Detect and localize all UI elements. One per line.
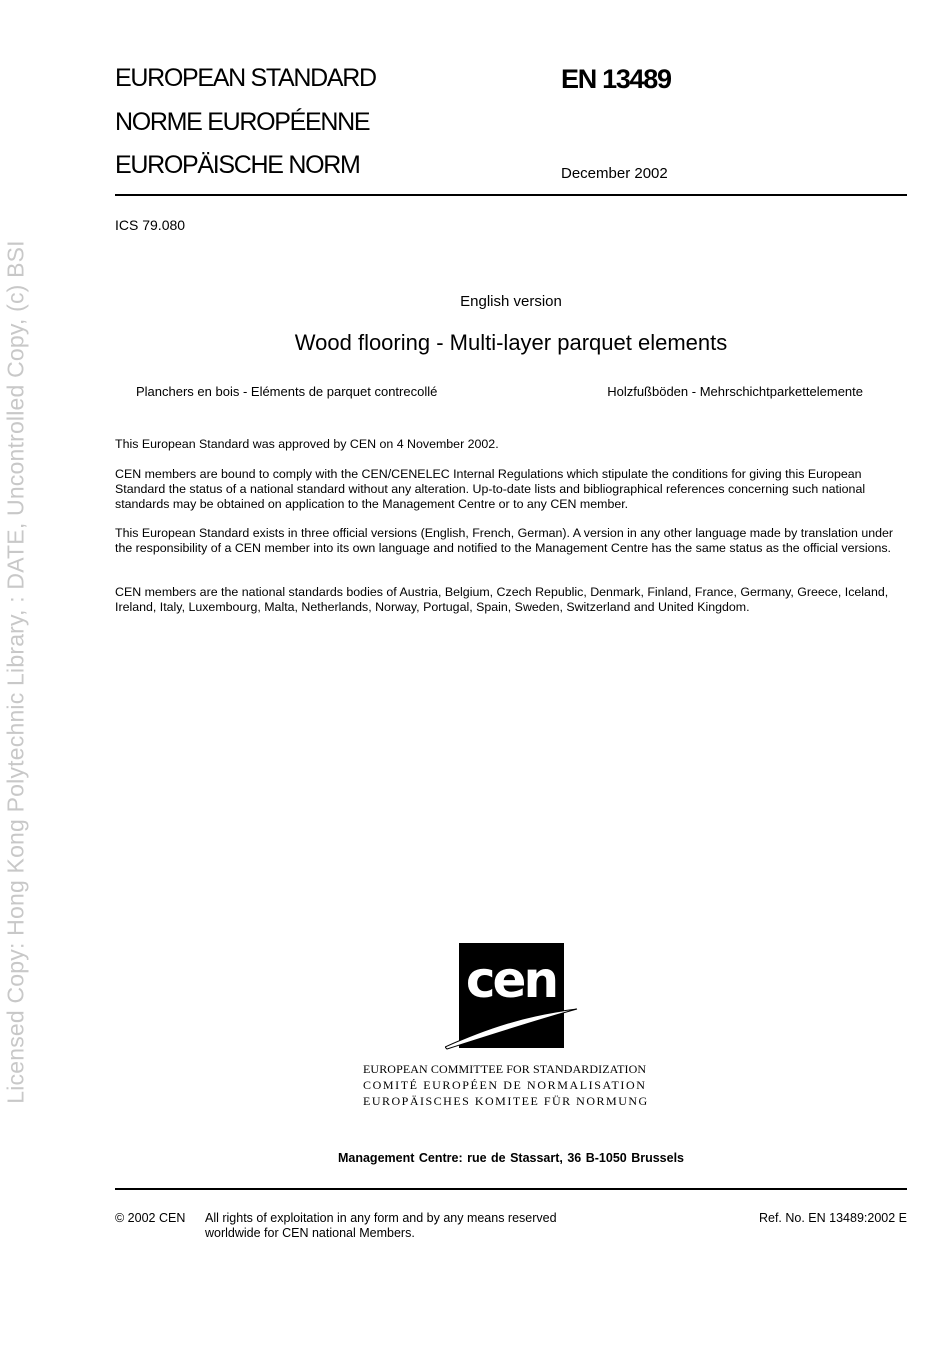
language-version: English version — [460, 293, 562, 310]
title-german: Holzfußböden - Mehrschichtparkettelemente — [607, 384, 863, 399]
management-centre-address: Management Centre: rue de Stassart, 36 B-1050 Brussels — [337, 1151, 685, 1165]
reference-number: Ref. No. EN 13489:2002 E — [758, 1211, 907, 1225]
approval-paragraph: This European Standard was approved by CEN on 4 November 2002. — [115, 437, 499, 451]
copyright-notice: © 2002 CEN — [115, 1211, 186, 1225]
members-list-paragraph: CEN members are the national standards bodies of Austria, Belgium, Czech Republic, Denmark, Finland, France, Germany, Greece, Iceland, Ireland, Italy, Luxembourg, Malta, Netherlands, Norway, Portugal, Spain, Sweden, Switzerland and United Kingdom. — [115, 585, 889, 614]
rights-statement — [205, 1211, 557, 1241]
rights-line-2: worldwide for CEN national Members. — [205, 1226, 415, 1240]
rights-line-1: All rights of exploitation in any form and by any means reserved — [205, 1211, 557, 1225]
committee-name-de: EUROPÄISCHES KOMITEE FÜR NORMUNG — [363, 1094, 649, 1108]
members-bound-paragraph: CEN members are bound to comply with the CEN/CENELEC Internal Regulations which stipulate the conditions for giving this European Standard the status of a national standard without any alteration. Up-to-date lists and bibliographical references concerning such national standards may be obtained on application to the Management Centre or to any CEN member. — [115, 467, 866, 511]
header-line-en: EUROPEAN STANDARD — [115, 64, 376, 92]
ics-code: ICS 79.080 — [115, 217, 186, 233]
versions-paragraph: This European Standard exists in three official versions (English, French, German). A version in any other language made by translation under the responsibility of a CEN member into its own language and notified to the Management Centre has the same status as the official versions. — [115, 526, 894, 555]
header-line-fr: NORME EUROPÉENNE — [115, 108, 370, 136]
publication-date: December 2002 — [561, 165, 668, 182]
standard-number: EN 13489 — [561, 64, 671, 94]
title-french: Planchers en bois - Eléments de parquet contrecollé — [136, 384, 438, 399]
committee-names — [363, 1061, 663, 1109]
committee-name-fr: COMITÉ EUROPÉEN DE NORMALISATION — [363, 1078, 647, 1092]
cen-logo-graphic — [445, 943, 580, 1051]
watermark-text: Licensed Copy: Hong Kong Polytechnic Library, : DATE, Uncontrolled Copy, (c) BSI — [2, 240, 29, 1104]
header-divider — [115, 194, 907, 196]
cen-logo-text: cen — [465, 951, 557, 1009]
committee-name-en: EUROPEAN COMMITTEE FOR STANDARDIZATION — [363, 1062, 647, 1076]
cen-logo — [445, 943, 580, 1056]
document-title: Wood flooring - Multi-layer parquet elements — [294, 330, 728, 355]
footer-divider — [115, 1188, 907, 1190]
header-line-de: EUROPÄISCHE NORM — [115, 151, 360, 179]
